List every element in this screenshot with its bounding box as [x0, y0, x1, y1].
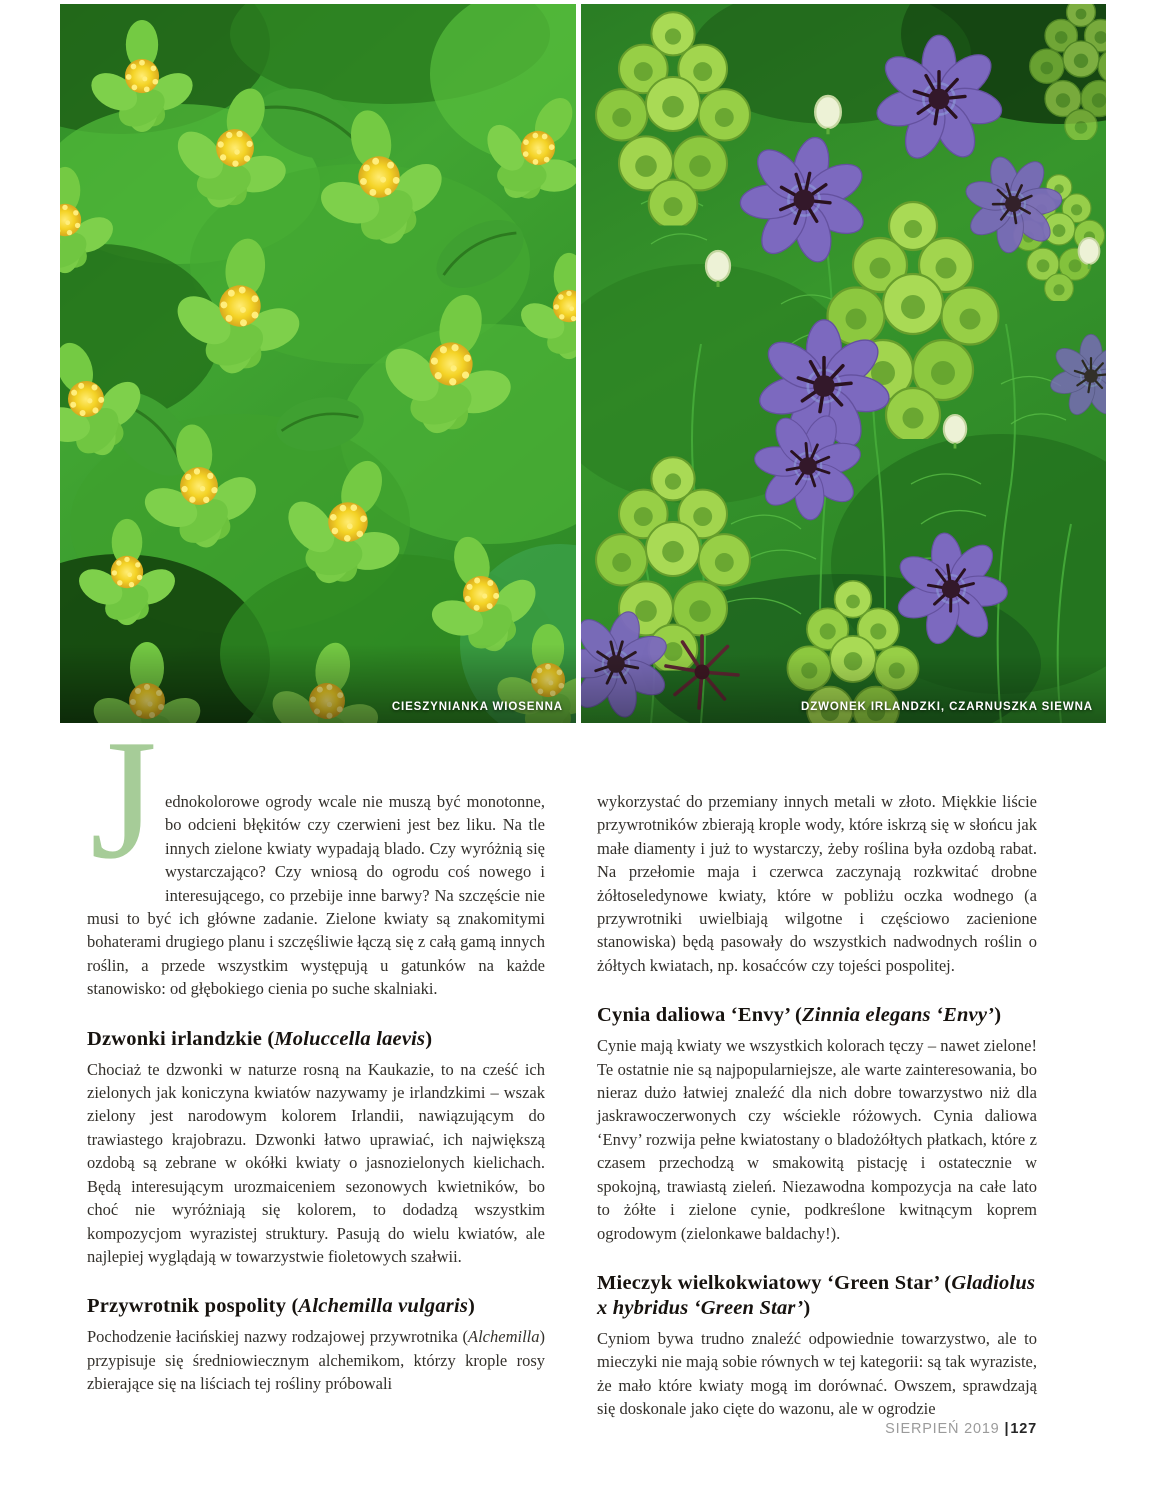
- section-heading-dzwonki: Dzwonki irlandzkie (Moluccella laevis): [87, 1027, 433, 1050]
- photo-cieszynianka: [60, 4, 576, 723]
- right-photo-illustration: [581, 4, 1106, 723]
- photo-caption-left: CIESZYNIANKA WIOSENNA: [391, 701, 563, 713]
- continuation-paragraph: wykorzystać do przemiany innych metali w złoto. Miękkie liście przywrotników zbierają krople wody, które iskrzą się w słońcu jak małe diamenty i już to wystarczy, żeby roślina była ozdobą rabat. Na przełomie maja i czerwca zaczynają rozkwitać drobne żółtoseledynowe kwiaty, które w pobliżu oczka wodnego (a przywrotniki uwielbiają wilgotne i częściowo zacienione stanowiska) będą pasowały do wszystkich nadwodnych roślin o żółtych kwiatach, np. kosaćców czy tojeści pospolitej.: [597, 792, 1037, 975]
- section-body-dzwonki: Chociaż te dzwonki w naturze rosną na Kaukazie, to na cześć ich zielonych jak koniczyna kwiatów nazywamy je irlandzkimi – wszak zielony jest narodowym kolorem Irlandii, nawiązującym do trawiastego krajobrazu. Dzwonki łatwo uprawiać, ich największą ozdobą są zebrane w okółki kwiaty o jasnozielonych kielichach. Będą interesującym urozmaiceniem sezonowych kwietników, bo choć nie wyróżniają się kolorem, to dodadzą wszystkim kompozycjom wyrazistej struktury. Pasują do wielu kwiatów, ale najlepiej wyglądają w towarzystwie fioletowych szałwii.: [87, 1059, 545, 1266]
- section-body-mieczyk: Cyniom bywa trudno znaleźć odpowiednie towarzystwo, ale to mieczyki nie mają sobie równych w tej kategorii: są tak wyraziste, że mało które kwiaty mogą im dorównać. Owszem, sprawdzają się doskonale jako cięte do wazonu, ale w ogrodzie: [597, 1328, 1037, 1419]
- section-heading-cynia: Cynia daliowa ‘Envy’ (Zinnia elegans ‘Envy’): [597, 1004, 1002, 1027]
- page-footer: [597, 1421, 1037, 1437]
- text-column-right: [597, 790, 1037, 1421]
- dropcap-letter: J: [90, 705, 157, 895]
- photo-dzwonek-czarnuszka: [581, 4, 1106, 723]
- section-heading-mieczyk: Mieczyk wielkokwiatowy ‘Green Star’ (Gladiolus x hybridus ‘Green Star’): [597, 1271, 1036, 1319]
- left-photo-illustration: [60, 4, 576, 723]
- photo-caption-right: DZWONEK IRLANDZKI, CZARNUSZKA SIEWNA: [801, 701, 1093, 713]
- section-body-cynia: Cynie mają kwiaty we wszystkich kolorach tęczy – nawet zielone! Te ostatnie nie są najpopularniejsze, ale warte zainteresowania, bo nieraz dużo łatwiej znaleźć dla nich dobre towarzystwo niż dla jaskrawoczerwonych czy wściekle różowych. Cynia daliowa ‘Envy’ rozwija pełne kwiatostany o bladożółtych płatkach, które z czasem przechodzą w smakowitą pistację i ostatecznie w spokojną, trawiastą zieleń. Niezawodna kompozycja na całe lato to żółte i zielone cynie, podkreślone kwitnącym koprem ogrodowym (zielonkawe baldachy!).: [597, 1036, 1037, 1243]
- footer-page-number: 127: [1010, 1421, 1037, 1437]
- section-body-przywrotnik: Pochodzenie łacińskiej nazwy rodzajowej przywrotnika (Alchemilla) przypisuje się średniowiecznym alchemikom, którzy krople rosy zbierające się na liściach tej rośliny próbowali: [87, 1327, 545, 1394]
- footer-issue: SIERPIEŃ 2019: [885, 1421, 1000, 1437]
- intro-paragraph: ednokolorowe ogrody wcale nie muszą być monotonne, bo odcieni błękitów czy czerwieni jest bez liku. Na tle innych zielone kwiaty wypadają blado. Czy wyróżnią się wystarczająco? Czy wniosą do ogrodu coś nowego i interesującego, co przebije inne barwy? Na szczęście nie musi to być ich główne zadanie. Zielone kwiaty są znakomitymi bohaterami drugiego planu i szczęśliwie łączą się z całą gamą innych roślin, a przede wszystkim występują u gatunków na każde stanowisko: od głębokiego cienia po suche skalniaki.: [87, 792, 545, 999]
- footer-separator: |: [1004, 1421, 1010, 1437]
- section-heading-przywrotnik: Przywrotnik pospolity (Alchemilla vulgaris): [87, 1295, 476, 1318]
